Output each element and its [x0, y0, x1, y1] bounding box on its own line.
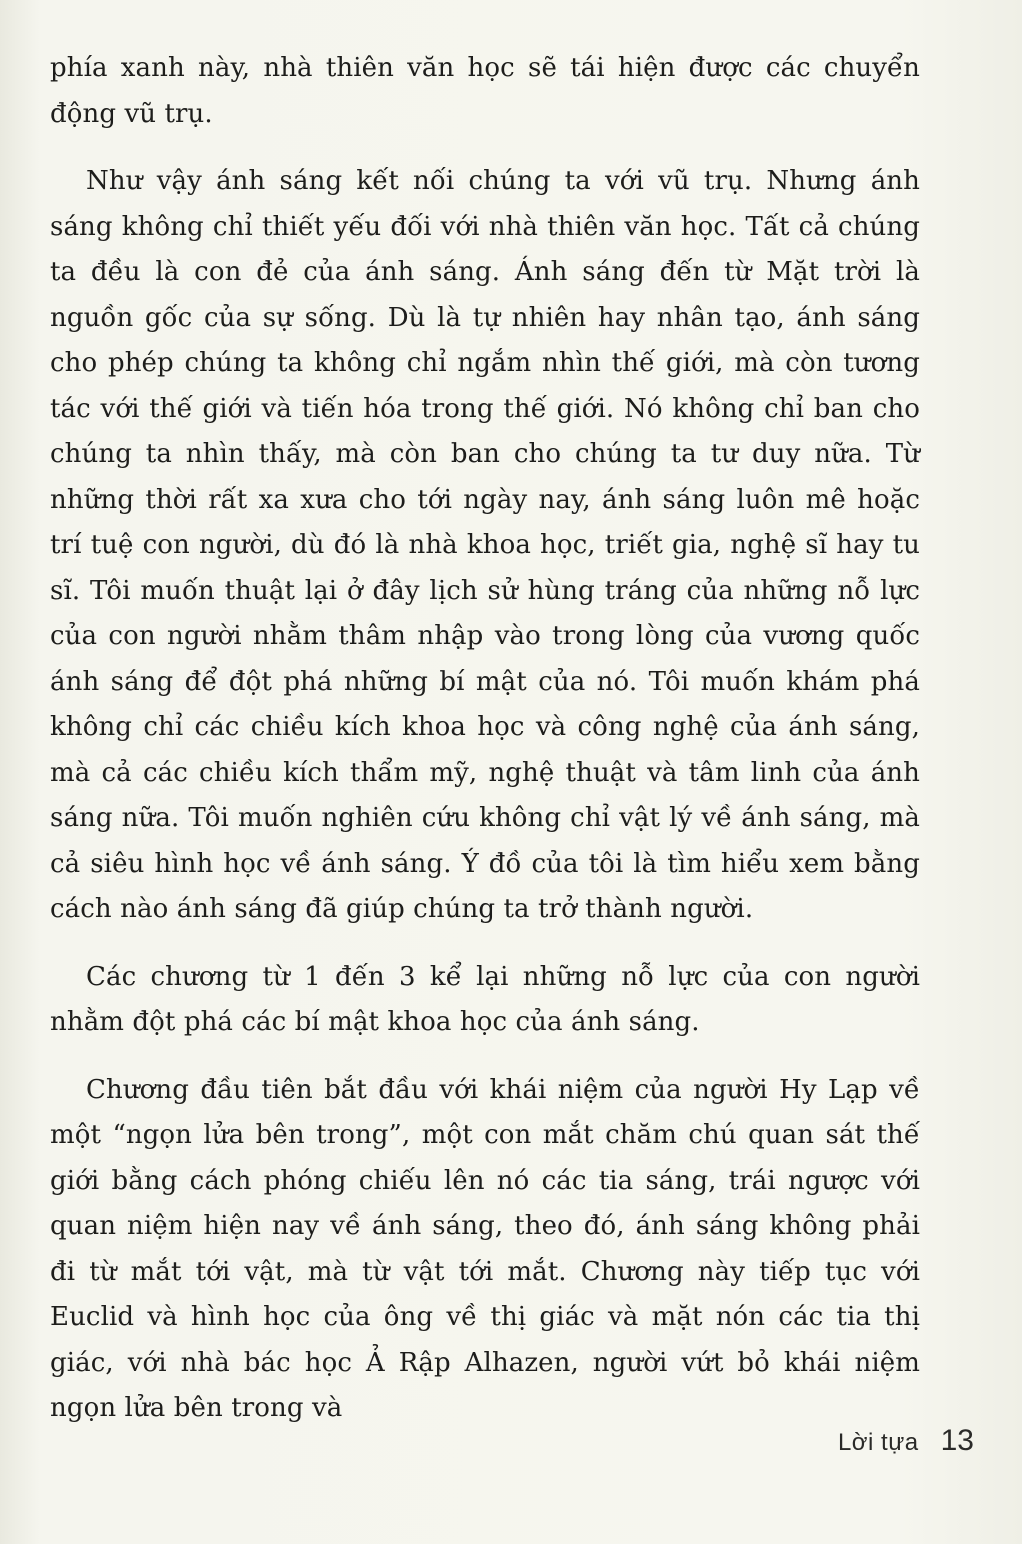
page-footer: [838, 1424, 974, 1458]
paragraph-3: Các chương từ 1 đến 3 kể lại những nỗ lực của con người nhằm đột phá các bí mật khoa học của ánh sáng.: [50, 961, 920, 1037]
page-number: 13: [940, 1424, 974, 1457]
body-text: [50, 46, 920, 1454]
paragraph-4: Chương đầu tiên bắt đầu với khái niệm của người Hy Lạp về một “ngọn lửa bên trong”, một con mắt chăm chú quan sát thế giới bằng cách phóng chiếu lên nó các tia sáng, trái ngược với quan niệm hiện nay về ánh sáng, theo đó, ánh sáng không phải đi từ mắt tới vật, mà từ vật tới mắt. Chương này tiếp tục với Euclid và hình học của ông về thị giác và mặt nón các tia thị giác, với nhà bác học Ả Rập Alhazen, người vứt bỏ khái niệm ngọn lửa bên trong và: [50, 1074, 920, 1423]
paragraph-2: Như vậy ánh sáng kết nối chúng ta với vũ trụ. Nhưng ánh sáng không chỉ thiết yếu đối với nhà thiên văn học. Tất cả chúng ta đều là con đẻ của ánh sáng. Ánh sáng đến từ Mặt trời là nguồn gốc của sự sống. Dù là tự nhiên hay nhân tạo, ánh sáng cho phép chúng ta không chỉ ngắm nhìn thế giới, mà còn tương tác với thế giới và tiến hóa trong thế giới. Nó không chỉ ban cho chúng ta nhìn thấy, mà còn ban cho chúng ta tư duy nữa. Từ những thời rất xa xưa cho tới ngày nay, ánh sáng luôn mê hoặc trí tuệ con người, dù đó là nhà khoa học, triết gia, nghệ sĩ hay tu sĩ. Tôi muốn thuật lại ở đây lịch sử hùng tráng của những nỗ lực của con người nhằm thâm nhập vào trong lòng của vương quốc ánh sáng để đột phá những bí mật của nó. Tôi muốn khám phá không chỉ các chiều kích khoa học và công nghệ của ánh sáng, mà cả các chiều kích thẩm mỹ, nghệ thuật và tâm linh của ánh sáng nữa. Tôi muốn nghiên cứu không chỉ vật lý về ánh sáng, mà cả siêu hình học về ánh sáng. Ý đồ của tôi là tìm hiểu xem bằng cách nào ánh sáng đã giúp chúng ta trở thành người.: [50, 166, 920, 924]
running-footer-label: Lời tựa: [837, 1429, 919, 1456]
paragraph-1: phía xanh này, nhà thiên văn học sẽ tái hiện được các chuyển động vũ trụ.: [50, 53, 920, 129]
